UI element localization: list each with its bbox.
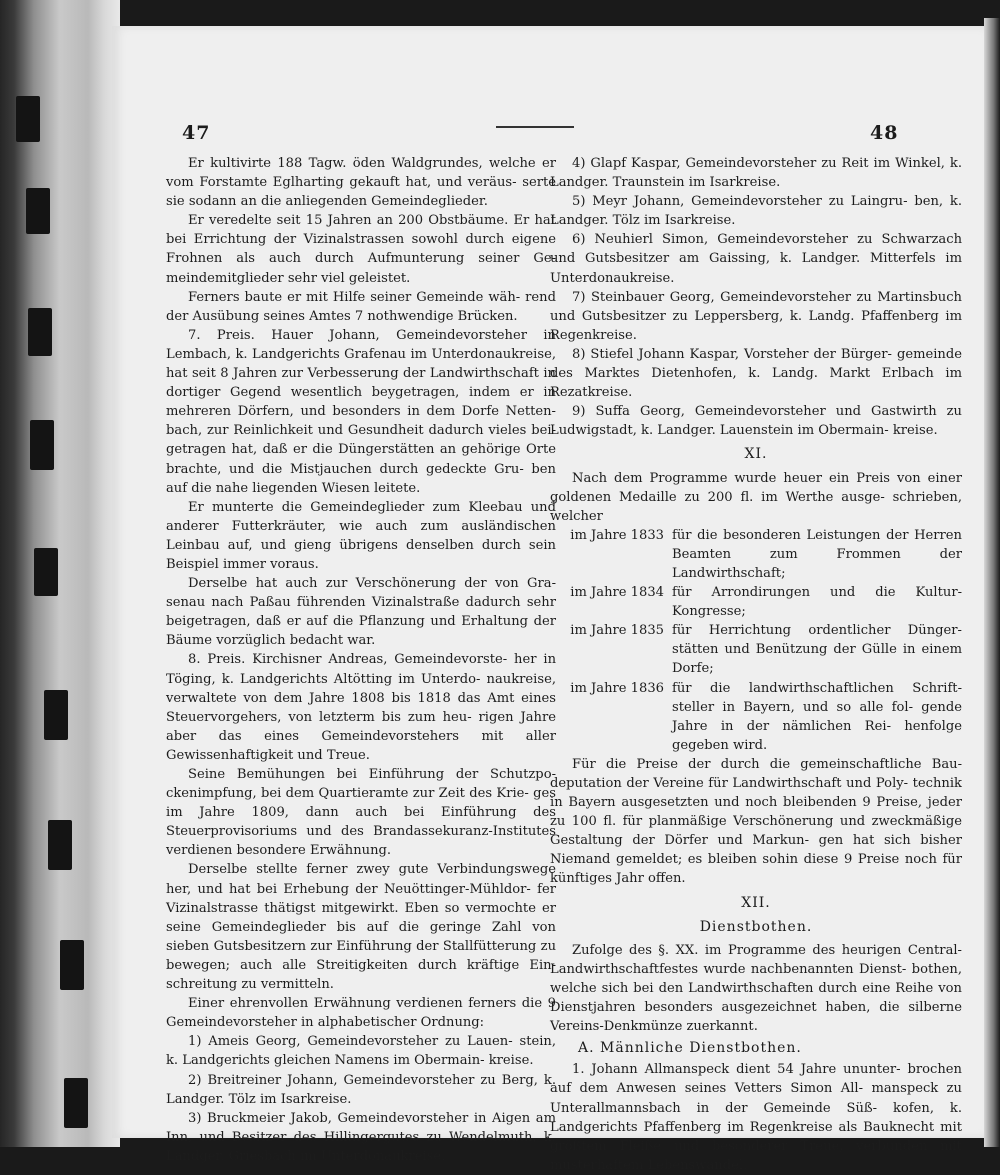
- binding-tab: [30, 420, 54, 470]
- left-column: [166, 154, 556, 1166]
- binding-tab: [60, 940, 84, 990]
- section-heading-xii: XII.: [741, 894, 771, 911]
- paragraph: Einer ehrenvollen Erwähnung verdienen ferners die 9 Gemeindevorsteher in alphabetischer Ordnung:: [166, 996, 556, 1031]
- paragraph: Er kultivirte 188 Tagw. öden Waldgrundes, welche er vom Forstamte Eglharting gekauft hat, und veräus- serte sie sodann an die anliegenden Gemeindeglieder.: [166, 156, 556, 210]
- year-row: [550, 621, 962, 678]
- paragraph: Für die Preise der durch die gemeinschaftliche Bau- deputation der Vereine für Landwirthschaft und Poly- technik in Bayern ausgesetzten und noch bleibenden 9 Preise, jeder zu 100 fl. für planmäßige Verschönerung und zweckmäßige Gestaltung der Dörfer und Markun- gen hat sich bisher Niemand gemeldet; es bleiben sohin diese 9 Preise noch für künftiges Jahr offen.: [550, 756, 962, 887]
- year-description: für Herrichtung ordentlicher Dünger- stätten und Benützung der Gülle in einem Dorfe;: [672, 623, 962, 677]
- page-right-edge: [984, 18, 1000, 1147]
- list-item: 5) Meyr Johann, Gemeindevorsteher zu Laingru- ben, k. Landger. Tölz im Isarkreise.: [550, 194, 962, 229]
- binding-tab: [48, 820, 72, 870]
- year-description: für die landwirthschaftlichen Schrift- steller in Bayern, und so alle fol- gende Jahre in der nämlichen Rei- henfolge gegeben wird.: [672, 680, 962, 753]
- subheading-a: A. Männliche Dienstbothen.: [578, 1040, 802, 1057]
- binding-tab: [26, 188, 50, 234]
- paragraph: Er veredelte seit 15 Jahren an 200 Obstbäume. Er hat bei Errichtung der Vizinalstrassen sowohl durch eigene Frohnen als auch durch Aufmunterung seiner Ge- meindemitglieder sehr viel geleistet.: [166, 213, 556, 286]
- year-row: [550, 679, 962, 755]
- section-title-xii: Dienstbothen.: [699, 918, 813, 935]
- binding-tab: [44, 690, 68, 740]
- binding-tab: [28, 308, 52, 356]
- list-item: 4) Glapf Kaspar, Gemeindevorsteher zu Reit im Winkel, k. Landger. Traunstein im Isarkreise.: [550, 156, 962, 191]
- paragraph: Er munterte die Gemeindeglieder zum Kleebau und anderer Futterkräuter, wie auch zum ausländischen Leinbau auf, und gieng übrigens denselben durch sein Beispiel immer voraus.: [166, 499, 556, 572]
- list-item: 9) Suffa Georg, Gemeindevorsteher und Gastwirth zu Ludwigstadt, k. Landger. Lauenstein im Obermain- kreise.: [550, 404, 962, 439]
- year-label: im Jahre 1834: [570, 585, 664, 601]
- year-label: im Jahre 1835: [570, 623, 664, 639]
- book-page-spread: [112, 26, 984, 1173]
- list-item: 6) Neuhierl Simon, Gemeindevorsteher zu Schwarzach und Gutsbesitzer am Gaissing, k. Landger. Mitterfels im Unterdonaukreise.: [550, 232, 962, 286]
- year-label: im Jahre 1833: [570, 527, 664, 543]
- year-label: im Jahre 1836: [570, 680, 664, 696]
- list-item: 2) Breitreiner Johann, Gemeindevorsteher zu Berg, k. Landger. Tölz im Isarkreise.: [166, 1072, 556, 1107]
- list-item: 7) Steinbauer Georg, Gemeindevorsteher zu Martinsbuch und Gutsbesitzer zu Leppersberg, k. Landg. Pfaffenberg im Regenkreise.: [550, 289, 962, 343]
- page-number-right: 48: [870, 122, 899, 144]
- paragraph-prize-7: 7. Preis. Hauer Johann, Gemeindevorsteher in Lembach, k. Landgerichts Grafenau im Unterdonaukreise, hat seit 8 Jahren zur Verbesserung der Landwirthschaft in dortiger Gegend wesentlich beygetragen, indem er in mehreren Dörfern, und besonders in dem Dorfe Netten- bach, zur Reinlichkeit und Gesundheit dadurch vieles bei- getragen hat, daß er die Düngerstätten an gehörige Orte brachte, und die Mistjauchen durch gedeckte Gru- ben auf die nahe liegenden Wiesen leitete.: [166, 327, 556, 496]
- year-row: [550, 526, 962, 583]
- paragraph-prize-8: 8. Preis. Kirchisner Andreas, Gemeindevorste- her in Töging, k. Landgerichts Altötting im Unterdo- naukreise, verwaltete von dem Jahre 1808 bis 1818 das Amt eines Steuervorgehers, von letzterm bis zum heu- rigen Jahre aber das eines Gemeindevorstehers mit aller Gewissenhaftigkeit und Treue.: [166, 652, 556, 763]
- page-number-left: 47: [182, 122, 211, 144]
- paragraph: Zufolge des §. XX. im Programme des heurigen Central-Landwirthschaftfestes wurde nachbenannten Dienst- bothen, welche sich bei den Landwirthschaften durch eine Reihe von Dienstjahren besonders ausgezeichnet haben, die silberne Vereins-Denkmünze zuerkannt.: [550, 942, 962, 1035]
- paragraph: Nach dem Programme wurde heuer ein Preis von einer goldenen Medaille zu 200 fl. im Werthe ausge- schrieben, welcher: [550, 470, 962, 524]
- list-item: 8) Stiefel Johann Kaspar, Vorsteher der Bürger- gemeinde des Marktes Dietenhofen, k. Landg. Markt Erlbach im Rezatkreise.: [550, 346, 962, 401]
- paragraph: Ferners baute er mit Hilfe seiner Gemeinde wäh- rend der Ausübung seines Amtes 7 nothwendige Brücken.: [166, 289, 556, 324]
- year-description: für Arrondirungen und die Kultur- Kongresse;: [672, 585, 962, 620]
- paragraph: Derselbe stellte ferner zwey gute Verbindungswege her, und hat bei Erhebung der Neuöttinger-Mühldor- fer Vizinalstrasse thätigst mitgewirkt. Eben so vermochte er seine Gemeindeglieder bis auf die geringe Zahl von sieben Gutsbesitzern zur Einführung der Stallfütterung zu bewegen; auch alle Streitigkeiten durch kräftige Ein- schreitung zu vermitteln.: [166, 862, 556, 993]
- list-item: 3) Bruckmeier Jakob, Gemeindevorsteher in Aigen am Inn, und Besitzer des Hillingergutes zu Wendelmuth, k. Landger. Griesbach im Unterdonaukreise.: [166, 1110, 556, 1164]
- binding-tab: [16, 96, 40, 142]
- section-heading-xi: XI.: [744, 446, 768, 463]
- paragraph: Seine Bemühungen bei Einführung der Schutzpo- ckenimpfung, bei dem Quartieramte zur Zeit des Krie- ges im Jahre 1809, dann auch bei Einführung des Steuerprovisoriums und des Brandassekuranz-Institutes verdienen besondere Erwähnung.: [166, 767, 556, 859]
- paragraph: Derselbe hat auch zur Verschönerung der von Gra- senau nach Paßau führenden Vizinalstraße dadurch sehr beigetragen, daß er auf die Pflanzung und Erhaltung der Bäume vorzüglich bedacht war.: [166, 576, 556, 649]
- list-item: 1) Ameis Georg, Gemeindevorsteher zu Lauen- stein, k. Landgerichts gleichen Namens im Obermain- kreise.: [166, 1034, 556, 1069]
- header-rule: [496, 126, 574, 128]
- binding-tab: [64, 1078, 88, 1128]
- right-column: [550, 154, 962, 1175]
- year-row: [550, 583, 962, 621]
- paragraph: 1. Johann Allmanspeck dient 54 Jahre ununter- brochen auf dem Anwesen seines Vetters Simon All- manspeck zu Unterallmannsbach in der Gemeinde Süß- kofen, k. Landgerichts Pfaffenberg im Regenkreise als Bauknecht mit größtem Fleiße und besonderer Treue, verbunden mit musterhaftem Lebenswandel.: [550, 1062, 962, 1173]
- binding-tab: [34, 548, 58, 596]
- year-description: für die besonderen Leistungen der Herren Beamten zum Frommen der Landwirthschaft;: [672, 527, 962, 581]
